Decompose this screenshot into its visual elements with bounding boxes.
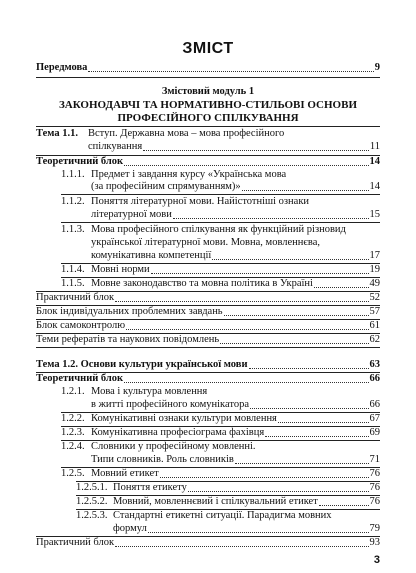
toc-entry-label: Передмова xyxy=(36,62,88,73)
item-line: Мова і культура мовлення xyxy=(91,386,208,397)
leader-dots xyxy=(249,368,369,369)
toc-entry-theory-1[interactable] xyxy=(36,156,380,168)
leader-dots xyxy=(314,287,369,288)
toc-entry-page: 9 xyxy=(374,62,380,73)
page-number: 3 xyxy=(373,554,380,566)
toc-entry-1-2-1[interactable] xyxy=(91,399,380,411)
item-number: 1.1.3. xyxy=(61,224,85,235)
toc-entry-label: літературної мови xyxy=(91,209,172,220)
toc-entry-label: спілкування xyxy=(88,141,143,152)
toc-entry-1-1-5[interactable] xyxy=(91,278,380,290)
toc-entry-page: 69 xyxy=(369,427,380,438)
module-label: Змістовий модуль 1 xyxy=(161,86,255,97)
module-title-line1: ЗАКОНОДАВЧІ ТА НОРМАТИВНО-СТИЛЬОВІ ОСНОВИ xyxy=(58,99,358,111)
toc-entry-page: 15 xyxy=(369,209,380,220)
toc-entry-label: Теоретичний блок xyxy=(36,373,124,384)
item-number: 1.2.4. xyxy=(61,441,85,452)
toc-entry-page: 63 xyxy=(369,359,380,370)
toc-entry-1-2-5[interactable] xyxy=(91,468,380,480)
divider xyxy=(36,77,380,78)
leader-dots xyxy=(224,315,369,316)
leader-dots xyxy=(143,150,369,151)
item-number: 1.1.1. xyxy=(61,169,85,180)
item-line: Словники у професійному мовленні. xyxy=(91,441,256,452)
toc-entry-label: Теоретичний блок xyxy=(36,156,124,167)
toc-entry-1-1-4[interactable] xyxy=(91,264,380,276)
leader-dots xyxy=(148,532,369,533)
toc-entry-page: 66 xyxy=(369,399,380,410)
toc-entry-page: 76 xyxy=(369,496,380,507)
toc-entry-individual-1[interactable] xyxy=(36,306,380,318)
toc-entry-page: 17 xyxy=(369,250,380,261)
leader-dots xyxy=(115,301,368,302)
leader-dots xyxy=(242,190,369,191)
item-number: 1.2.5. xyxy=(61,468,85,479)
toc-entry-label: формул xyxy=(113,523,147,534)
toc-entry-1-2-3[interactable] xyxy=(91,427,380,439)
leader-dots xyxy=(88,71,373,72)
toc-entry-1-2-4[interactable] xyxy=(91,454,380,466)
toc-entry-page: 61 xyxy=(369,320,380,331)
divider xyxy=(61,222,380,223)
toc-entry-theory-2[interactable] xyxy=(36,373,380,385)
toc-entry-1-1-2[interactable] xyxy=(91,209,380,221)
toc-entry-label: Мовний, мовленнєвий і спілкувальний етикет xyxy=(113,496,318,507)
leader-dots xyxy=(115,546,368,547)
item-number: 1.1.4. xyxy=(61,264,85,275)
toc-entry-selfcontrol-1[interactable] xyxy=(36,320,380,332)
leader-dots xyxy=(188,491,369,492)
leader-dots xyxy=(151,273,369,274)
toc-entry-page: 62 xyxy=(369,334,380,345)
toc-entry-label: Комунікативна професіограма фахівця xyxy=(91,427,265,438)
item-number: 1.2.1. xyxy=(61,386,85,397)
toc-entry-1-2-5-3[interactable] xyxy=(113,523,380,535)
topic-1-1-number: Тема 1.1. xyxy=(36,128,78,139)
toc-entry-page: 14 xyxy=(369,156,380,167)
toc-entry-label: Мовний етикет xyxy=(91,468,159,479)
leader-dots xyxy=(278,422,369,423)
item-line: української літературної мови. Мовна, мовленнєва, xyxy=(91,237,321,248)
leader-dots xyxy=(250,408,369,409)
divider xyxy=(36,126,380,127)
toc-entry-page: 14 xyxy=(369,181,380,192)
leader-dots xyxy=(220,343,368,344)
item-number: 1.2.3. xyxy=(61,427,85,438)
leader-dots xyxy=(173,218,369,219)
item-line: Стандартні етикетні ситуації. Парадигма мовних xyxy=(113,510,332,521)
toc-entry-practical-2[interactable] xyxy=(36,537,380,549)
toc-entry-label: Поняття етикету xyxy=(113,482,187,493)
toc-entry-page: 11 xyxy=(369,141,380,152)
toc-entry-label: Практичний блок xyxy=(36,292,115,303)
toc-entry-1-2-5-2[interactable] xyxy=(113,496,380,508)
toc-entry-page: 49 xyxy=(369,278,380,289)
toc-entry-1-2-2[interactable] xyxy=(91,413,380,425)
toc-entry-label: Мовне законодавство та мовна політика в Україні xyxy=(91,278,313,289)
toc-entry-label: Тема 1.2. Основи культури української мови xyxy=(36,359,248,370)
toc-entry-label: Мовні норми xyxy=(91,264,150,275)
item-number: 1.1.5. xyxy=(61,278,85,289)
toc-entry-1-1-3[interactable] xyxy=(91,250,380,262)
item-line: Поняття літературної мови. Найістотніші ознаки xyxy=(91,196,310,207)
toc-entry-label: Практичний блок xyxy=(36,537,115,548)
toc-entry-label: Блок індивідуальних проблемних завдань xyxy=(36,306,223,317)
toc-entry-page: 67 xyxy=(369,413,380,424)
item-number: 1.2.5.2. xyxy=(76,496,108,507)
toc-entry-1-1-1[interactable] xyxy=(91,181,380,193)
item-line: Предмет і завдання курсу «Українська мова xyxy=(91,169,287,180)
toc-entry-label: комунікативна компетенції xyxy=(91,250,212,261)
toc-entry-page: 57 xyxy=(369,306,380,317)
toc-entry-page: 79 xyxy=(369,523,380,534)
toc-entry-page: 93 xyxy=(369,537,380,548)
toc-entry-label: Комунікативні ознаки культури мовлення xyxy=(91,413,277,424)
toc-entry-label: (за професійним спрямуванням)» xyxy=(91,181,241,192)
leader-dots xyxy=(319,505,369,506)
toc-entry-label: в житті професійного комунікатора xyxy=(91,399,249,410)
leader-dots xyxy=(265,436,368,437)
topic-1-1-line1: Вступ. Державна мова – мова професійного xyxy=(88,128,285,139)
leader-dots xyxy=(160,477,369,478)
module-title-line2: ПРОФЕСІЙНОГО СПІЛКУВАННЯ xyxy=(117,112,299,124)
toc-entry-topic-1-2[interactable] xyxy=(36,359,380,371)
toc-entry-label: Типи словників. Роль словників xyxy=(91,454,234,465)
toc-entry-page: 76 xyxy=(369,468,380,479)
toc-entry-page: 71 xyxy=(369,454,380,465)
leader-dots xyxy=(126,329,368,330)
item-number: 1.2.5.1. xyxy=(76,482,108,493)
toc-entry-1-2-5-1[interactable] xyxy=(113,482,380,494)
leader-dots xyxy=(212,259,368,260)
leader-dots xyxy=(235,463,369,464)
item-line: Мова професійного спілкування як функційний різновид xyxy=(91,224,346,235)
toc-entry-page: 76 xyxy=(369,482,380,493)
toc-title: ЗМІСТ xyxy=(182,40,234,57)
leader-dots xyxy=(124,165,368,166)
item-number: 1.2.5.3. xyxy=(76,510,108,521)
toc-entry-reports-1[interactable] xyxy=(36,334,380,346)
toc-entry-label: Блок самоконтролю xyxy=(36,320,126,331)
toc-entry-topic-1-1[interactable] xyxy=(88,141,380,153)
toc-entry-preface[interactable] xyxy=(36,62,380,74)
toc-entry-page: 19 xyxy=(369,264,380,275)
toc-entry-practical-1[interactable] xyxy=(36,292,380,304)
divider xyxy=(36,347,380,348)
item-number: 1.1.2. xyxy=(61,196,85,207)
item-number: 1.2.2. xyxy=(61,413,85,424)
leader-dots xyxy=(124,382,368,383)
divider xyxy=(61,194,380,195)
toc-entry-page: 52 xyxy=(369,292,380,303)
toc-entry-label: Теми рефератів та наукових повідомлень xyxy=(36,334,220,345)
toc-entry-page: 66 xyxy=(369,373,380,384)
